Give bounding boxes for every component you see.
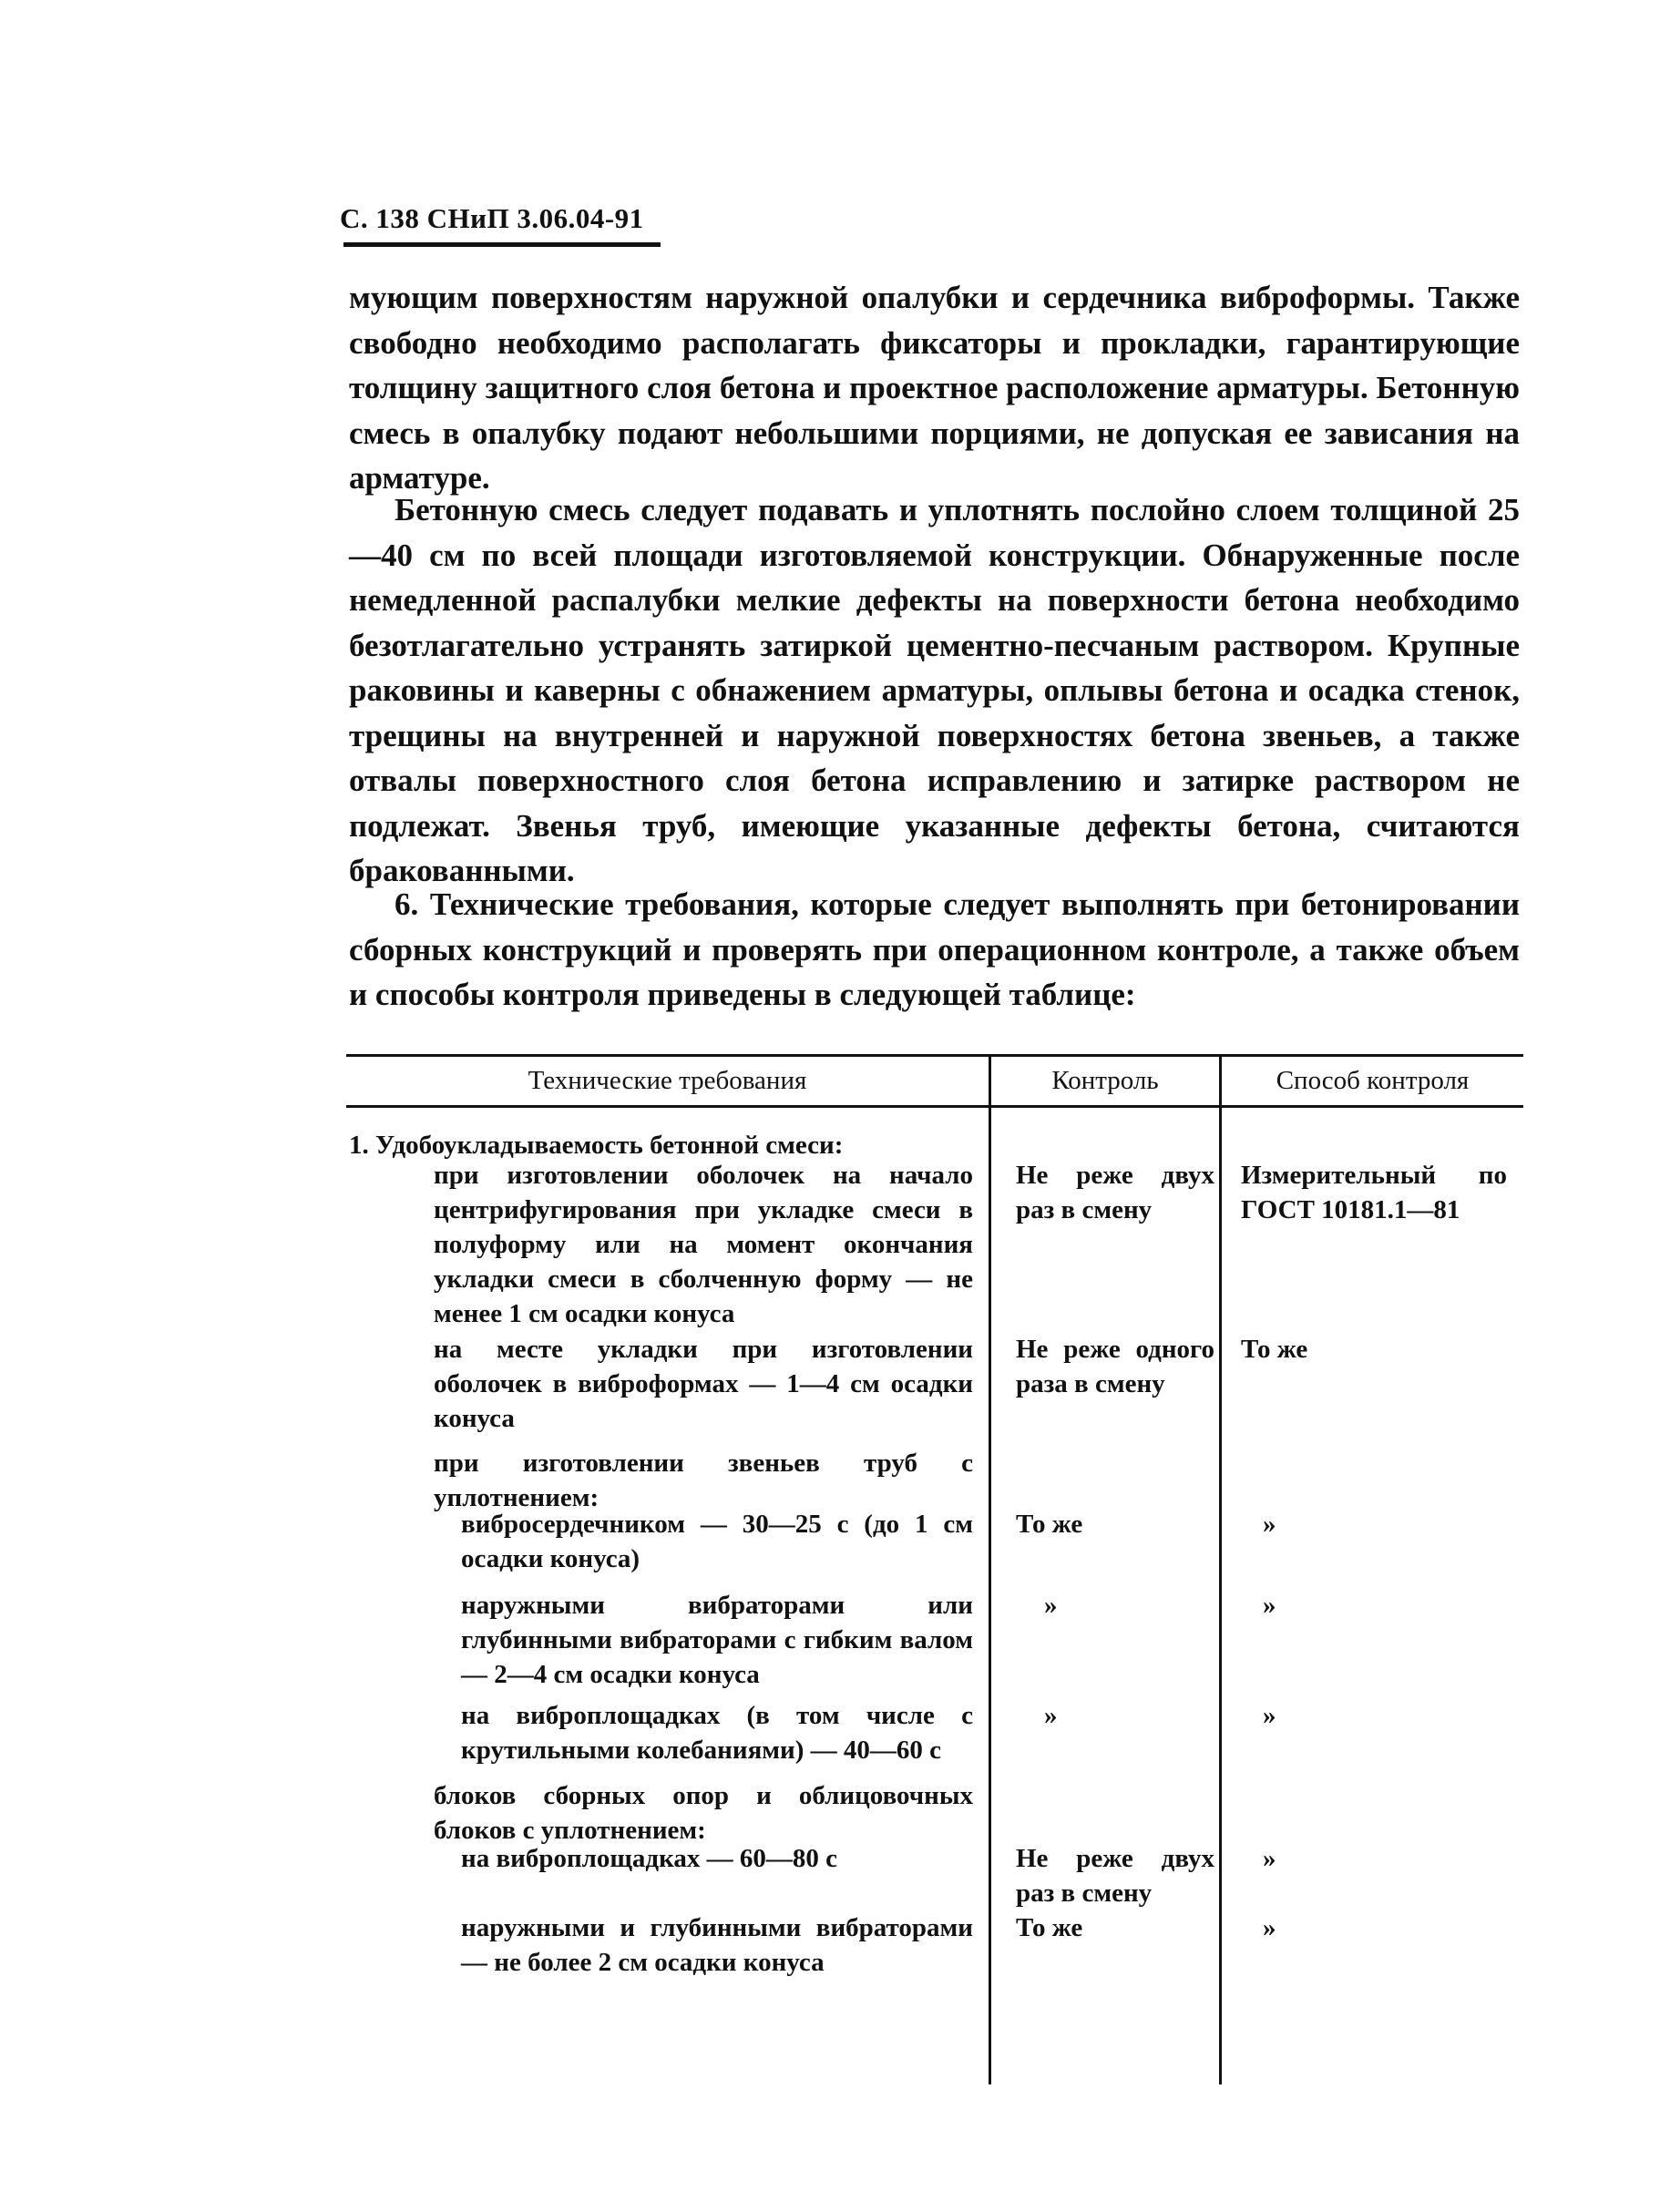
table-column-divider-2: [1219, 1057, 1222, 2084]
table-row-method: Измерительный по ГОСТ 10181.1—81: [1241, 1161, 1507, 1224]
table-row-control: »: [1044, 1701, 1058, 1730]
table-row-req: на месте укладки при изготовлении оболочек в виброформах — 1—4 см осадки конуса: [434, 1335, 973, 1433]
table-row-req: наружными и глубинными вибраторами — не более 2 см осадки конуса: [461, 1913, 973, 1977]
table-row-req: при изготовлении оболочек на начало центрифугирования при укладке смеси в полуформу или на момент окончания укладки смеси в сболченную форму — не менее 1 см осадки конуса: [434, 1161, 973, 1328]
table-row-req: блоков сборных опор и облицовочных блоков с уплотнением:: [434, 1781, 973, 1845]
table-row-method: »: [1263, 1844, 1276, 1873]
table-row-req: вибросердечником — 30—25 с (до 1 см осадки конуса): [461, 1510, 973, 1573]
table-row-control: »: [1044, 1591, 1058, 1620]
table-row-control: Не реже двух раз в смену: [1016, 1161, 1214, 1224]
table-header-method: Способ контроля: [1276, 1066, 1470, 1095]
table-row-req: 1. Удобоукладываемость бетонной смеси:: [349, 1131, 844, 1160]
table-row-req: на виброплощадках — 60—80 с: [461, 1844, 837, 1873]
table-row-req: при изготовлении звеньев труб с уплотнением:: [434, 1449, 973, 1512]
page-header: С. 138 СНиП 3.06.04-91: [340, 202, 644, 234]
table-top-rule: [346, 1054, 1523, 1057]
table-row-req: наружными вибраторами или глубинными вибраторами с гибким валом — 2—4 см осадки конуса: [461, 1591, 973, 1689]
header-underline: [343, 242, 661, 247]
table-row-method: То же: [1241, 1335, 1308, 1364]
table-row-method: »: [1263, 1510, 1276, 1539]
table-row-req: на виброплощадках (в том числе с крутильными колебаниями) — 40—60 с: [461, 1701, 973, 1765]
table-header-requirements: Технические требования: [528, 1066, 807, 1095]
paragraph-concrete-placement: Бетонную смесь следует подавать и уплотнять послойно слоем толщиной 25—40 см по всей площади изготовляемой конструкции. Обнаруженные после немедленной распалубки мелкие дефекты на поверхности бетона необходимо безотлагательно устранять затиркой цементно-песчаным раствором. Крупные раковины и каверны с обнажением арматуры, оплывы бетона и осадка стенок, трещины на внутренней и наружной поверхностях бетона звеньев, а также отвалы поверхностного слоя бетона исправлению и затирке раствором не подлежат. Звенья труб, имеющие указанные дефекты бетона, считаются бракованными.: [349, 492, 1520, 888]
table-header-control: Контроль: [1051, 1066, 1159, 1095]
table-row-method: »: [1263, 1913, 1276, 1942]
table-row-method: »: [1263, 1591, 1276, 1620]
table-row-control: То же: [1016, 1913, 1083, 1942]
table-row-control: Не реже одного раза в смену: [1016, 1335, 1214, 1398]
table-row-control: Не реже двух раз в смену: [1016, 1844, 1214, 1908]
table-row-method: »: [1263, 1701, 1276, 1730]
paragraph-technical-requirements: 6. Технические требования, которые следует выполнять при бетонировании сборных конструкций и проверять при операционном контроле, а также объем и способы контроля приведены в следующей таблице:: [349, 886, 1520, 1012]
table-header-rule: [346, 1105, 1523, 1108]
table-column-divider-1: [989, 1057, 991, 2084]
paragraph-continuation: мующим поверхностям наружной опалубки и сердечника виброформы. Также свободно необходимо располагать фиксаторы и прокладки, гарантирующие толщину защитного слоя бетона и проектное расположение арматуры. Бетонную смесь в опалубку подают небольшими порциями, не допуская ее зависания на арматуре.: [349, 280, 1520, 496]
table-row-control: То же: [1016, 1510, 1083, 1539]
